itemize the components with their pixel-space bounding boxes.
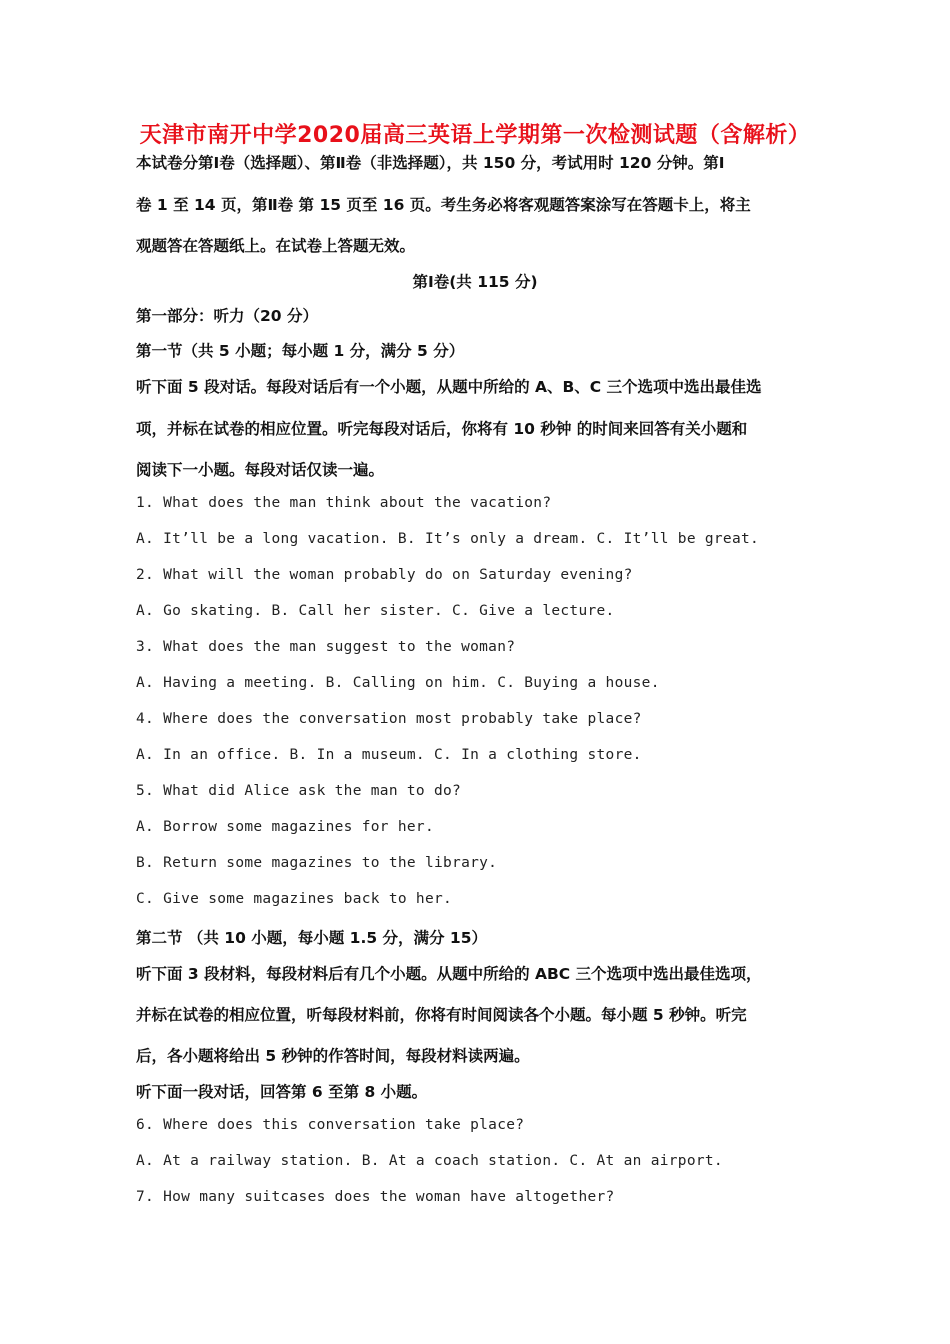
intro-line: 卷 1 至 14 页，第Ⅱ卷 第 15 页至 16 页。考生务必将客观题答案涂写在答题卡上，将主 bbox=[136, 196, 751, 214]
question-line: 1. What does the man think about the vacation? bbox=[136, 495, 552, 511]
options-line: B. Return some magazines to the library. bbox=[136, 855, 498, 871]
page-title: 天津市南开中学2020届高三英语上学期第一次检测试题（含解析） bbox=[139, 123, 811, 148]
options-line: A. It’ll be a long vacation. B. It’s only a dream. C. It’ll be great. bbox=[136, 531, 760, 547]
options-line: A. Having a meeting. B. Calling on him. C. Buying a house. bbox=[136, 675, 660, 691]
question-line: 2. What will the woman probably do on Saturday evening? bbox=[136, 567, 633, 583]
intro-line: 观题答在答题纸上。在试卷上答题无效。 bbox=[136, 237, 416, 255]
instruction-line: 听下面 5 段对话。每段对话后有一个小题，从题中所给的 A、B、C 三个选项中选出最佳选 bbox=[136, 378, 762, 396]
instruction-line: 并标在试卷的相应位置，听每段材料前，你将有时间阅读各个小题。每小题 5 秒钟。听完 bbox=[136, 1006, 747, 1024]
question-line: 5. What did Alice ask the man to do? bbox=[136, 783, 462, 799]
instruction-line: 后，各小题将给出 5 秒钟的作答时间，每段材料读两遍。 bbox=[136, 1047, 530, 1065]
options-line: C. Give some magazines back to her. bbox=[136, 891, 453, 907]
options-line: A. In an office. B. In a museum. C. In a clothing store. bbox=[136, 747, 642, 763]
question-line: 6. Where does this conversation take place? bbox=[136, 1117, 525, 1133]
section-heading: 第一节（共 5 小题；每小题 1 分，满分 5 分） bbox=[136, 342, 465, 360]
intro-line: 本试卷分第Ⅰ卷（选择题）、第Ⅱ卷（非选择题），共 150 分，考试用时 120 分钟。第Ⅰ bbox=[136, 154, 725, 172]
options-line: A. Go skating. B. Call her sister. C. Give a lecture. bbox=[136, 603, 615, 619]
instruction-line: 项，并标在试卷的相应位置。听完每段对话后，你将有 10 秒钟 的时间来回答有关小题和 bbox=[136, 420, 748, 438]
options-line: A. At a railway station. B. At a coach station. C. At an airport. bbox=[136, 1153, 723, 1169]
section-heading: 第二节 （共 10 小题，每小题 1.5 分，满分 15） bbox=[136, 929, 487, 947]
instruction-line: 阅读下一小题。每段对话仅读一遍。 bbox=[136, 461, 385, 479]
question-line: 3. What does the man suggest to the woman? bbox=[136, 639, 516, 655]
part-heading: 第一部分：听力（20 分） bbox=[136, 307, 318, 325]
instruction-line: 听下面 3 段材料，每段材料后有几个小题。从题中所给的 ABC 三个选项中选出最佳选项， bbox=[136, 965, 762, 983]
question-line: 4. Where does the conversation most probably take place? bbox=[136, 711, 642, 727]
volume-heading: 第Ⅰ卷(共 115 分) bbox=[412, 273, 538, 291]
sub-instruction: 听下面一段对话，回答第 6 至第 8 小题。 bbox=[136, 1083, 428, 1101]
question-line: 7. How many suitcases does the woman have altogether? bbox=[136, 1189, 615, 1205]
options-line: A. Borrow some magazines for her. bbox=[136, 819, 434, 835]
